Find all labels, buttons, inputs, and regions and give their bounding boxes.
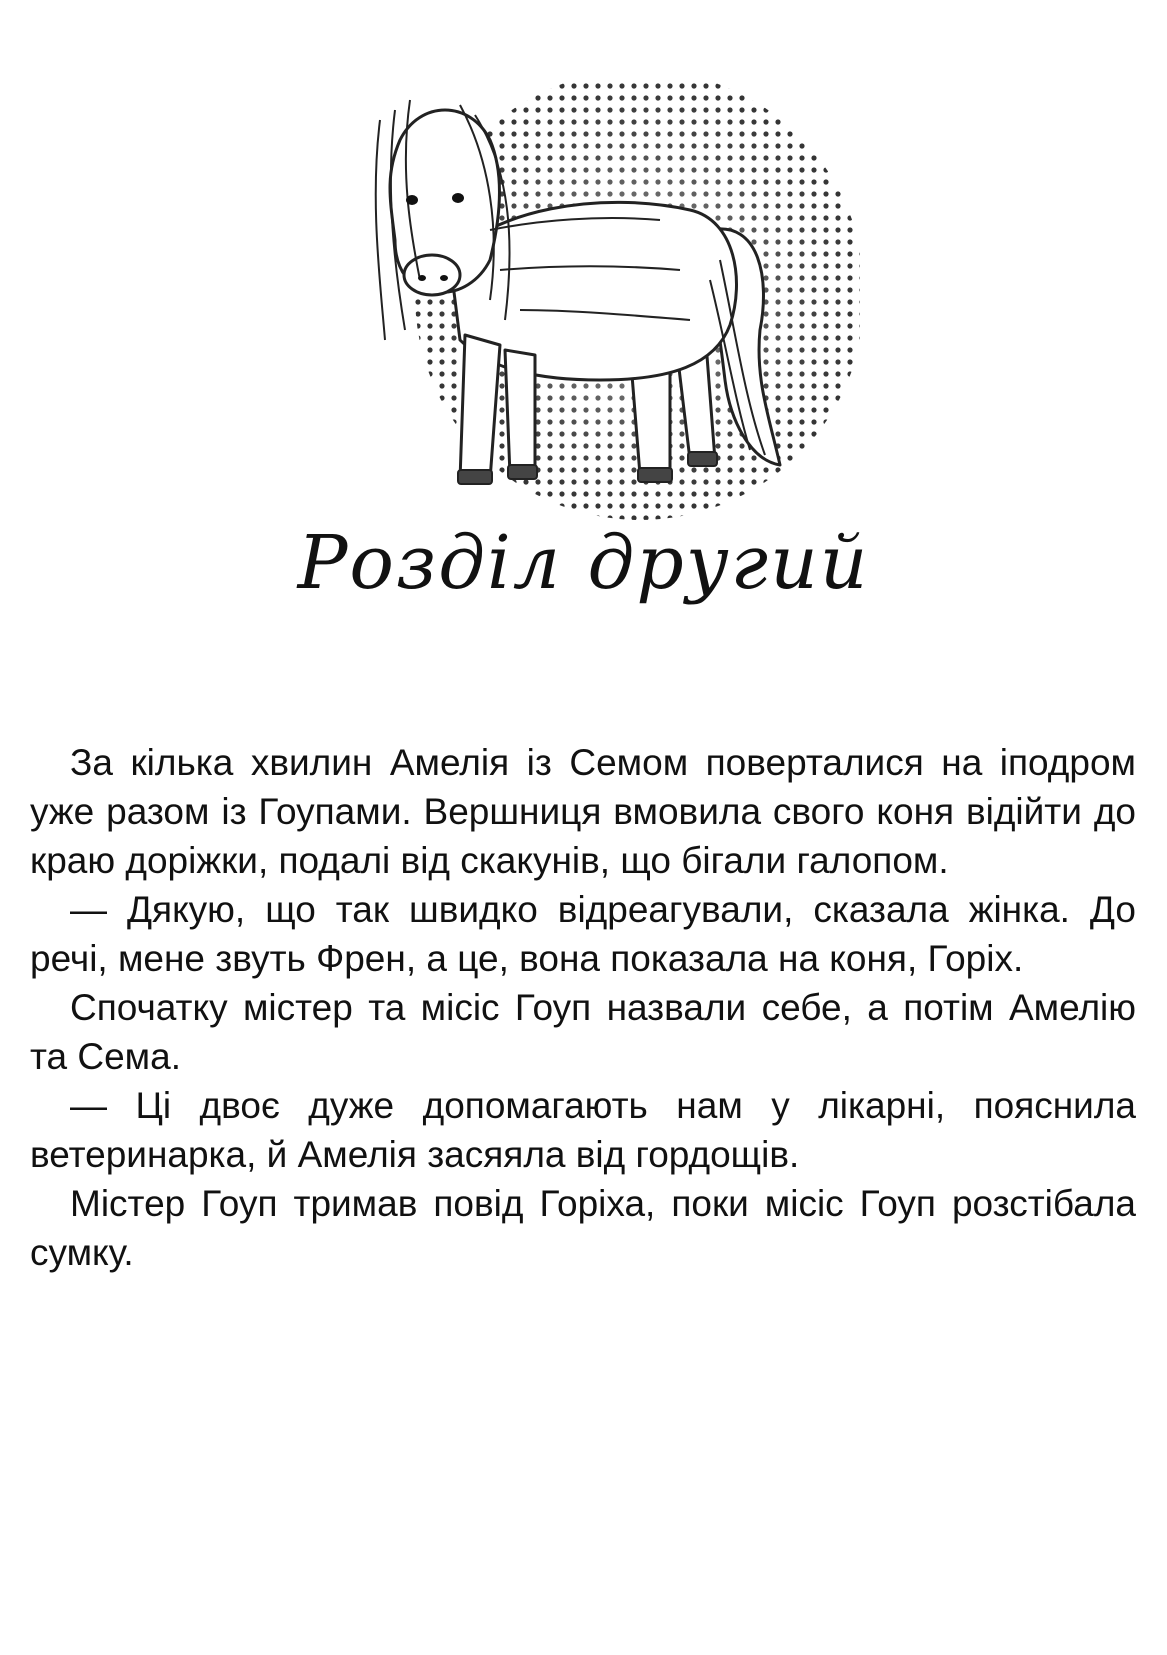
- paragraph: За кілька хвилин Амелія із Семом поверталися на іподром уже разом із Гоупами. Вершниця вмовила свого коня відійти до краю доріжки, подалі від скакунів, що бігали галопом.: [30, 742, 1136, 881]
- paragraph: Містер Гоуп тримав повід Горіха, поки місіс Гоуп розстібала сумку.: [30, 1183, 1136, 1273]
- chapter-title: Розділ другий: [297, 520, 870, 606]
- paragraph: — Ці двоє дуже допомагають нам у лікарні, пояснила ветеринарка, й Амелія засяяла від гордощів.: [30, 1085, 1136, 1175]
- paragraph: — Дякую, що так швидко відреагували, сказала жінка. До речі, мене звуть Френ, а це, вона показала на коня, Горіх.: [30, 889, 1136, 979]
- paragraph: Спочатку містер та місіс Гоуп назвали себе, а потім Амелію та Сема.: [30, 987, 1136, 1077]
- chapter-text: [30, 738, 1136, 1277]
